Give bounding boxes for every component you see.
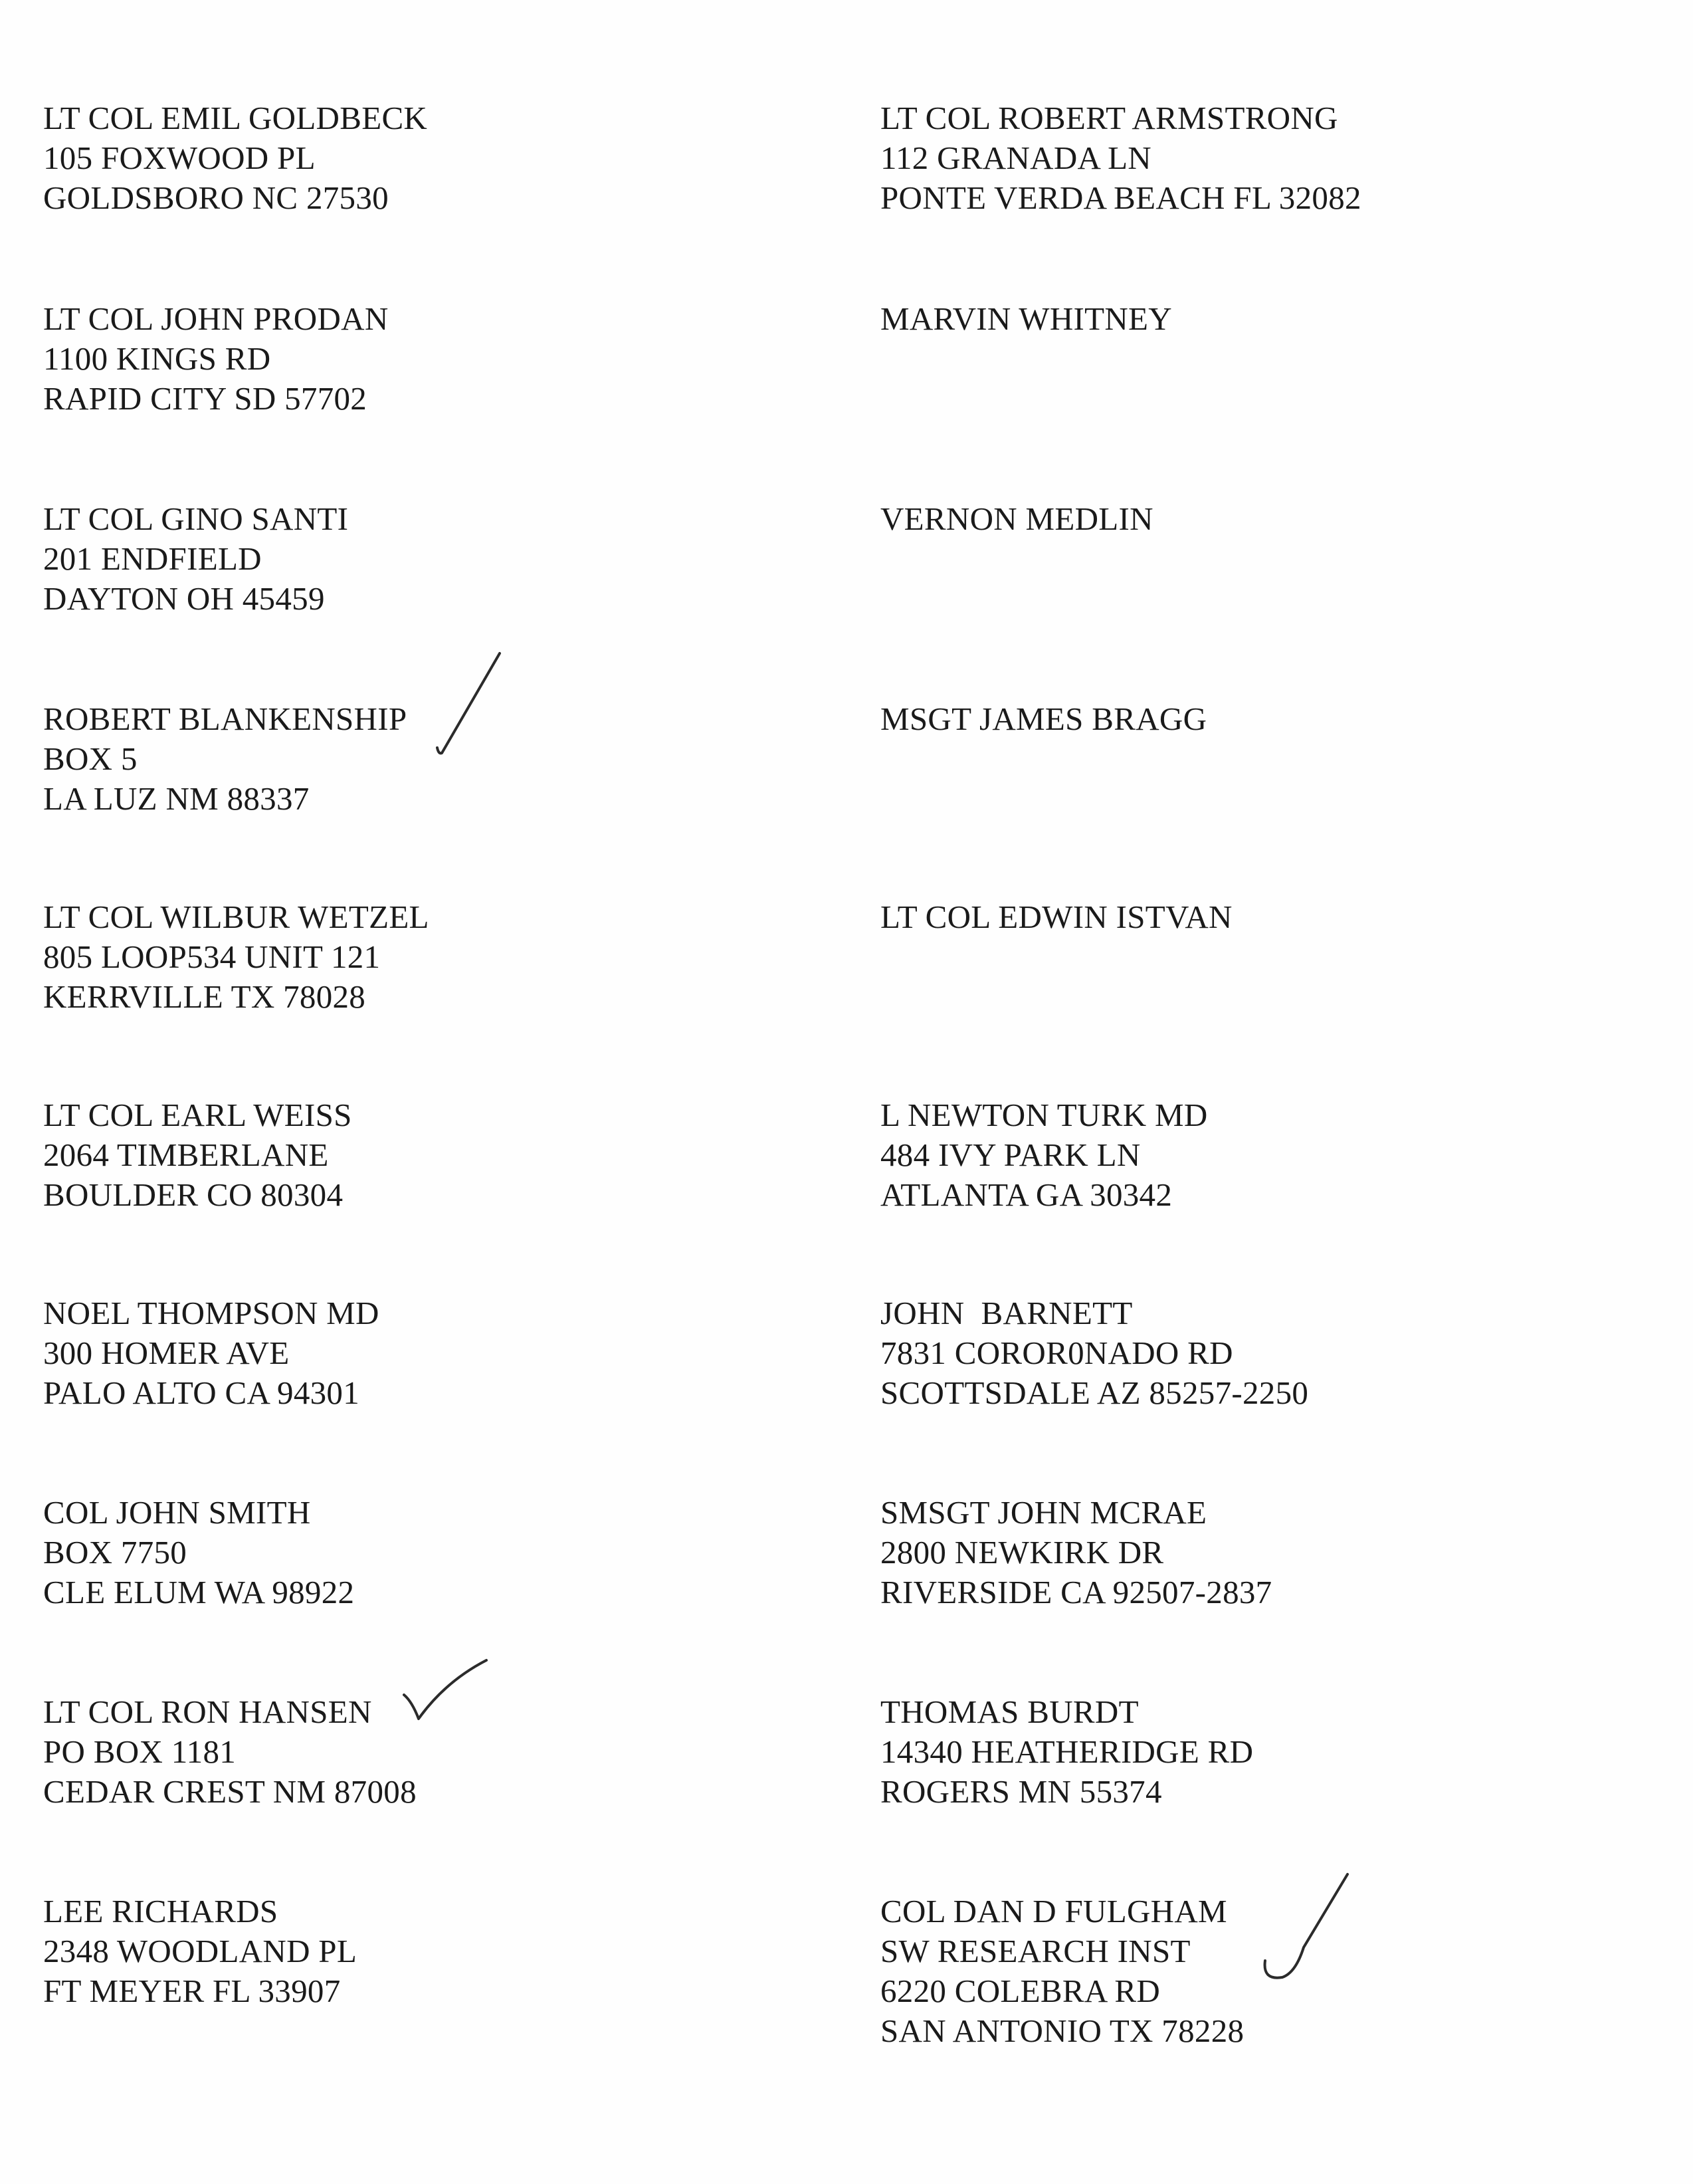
address-entry: [880, 1692, 1253, 1812]
checkmark-icon: [1256, 1868, 1355, 2001]
street-address: PO BOX 1181: [43, 1733, 237, 1770]
city-state-zip: CEDAR CREST NM 87008: [43, 1773, 417, 1810]
city-state-zip: DAYTON OH 45459: [43, 580, 325, 617]
city-state-zip: SAN ANTONIO TX 78228: [880, 2013, 1245, 2049]
city-state-zip: ATLANTA GA 30342: [880, 1176, 1173, 1213]
addressee-name: THOMAS BURDT: [880, 1693, 1139, 1730]
addressee-name: LT COL EMIL GOLDBECK: [43, 100, 428, 136]
addressee-name: MSGT JAMES BRAGG: [880, 701, 1207, 737]
addressee-name: LT COL EDWIN ISTVAN: [880, 899, 1233, 935]
address-entry: [880, 1095, 1208, 1215]
addressee-name: LT COL GINO SANTI: [43, 500, 349, 537]
city-state-zip: SCOTTSDALE AZ 85257-2250: [880, 1374, 1309, 1411]
street-address: 6220 COLEBRA RD: [880, 1973, 1161, 2009]
street-address: 112 GRANADA LN: [880, 140, 1151, 176]
city-state-zip: LA LUZ NM 88337: [43, 780, 310, 817]
address-entry: [43, 299, 389, 419]
street-address: 201 ENDFIELD: [43, 540, 262, 577]
addressee-name: MARVIN WHITNEY: [880, 300, 1172, 337]
street-address: 7831 COROR0NADO RD: [880, 1335, 1233, 1371]
addressee-name: L NEWTON TURK MD: [880, 1097, 1208, 1133]
addressee-name: LT COL RON HANSEN: [43, 1693, 372, 1730]
address-entry: [880, 299, 1172, 339]
street-address: 14340 HEATHERIDGE RD: [880, 1733, 1254, 1770]
address-entry: [43, 1293, 379, 1413]
street-address: 2348 WOODLAND PL: [43, 1933, 357, 1969]
address-entry: [43, 1095, 352, 1215]
street-address: 300 HOMER AVE: [43, 1335, 290, 1371]
street-address: BOX 5: [43, 740, 138, 777]
address-entry: [880, 1293, 1308, 1413]
street-address: 105 FOXWOOD PL: [43, 140, 316, 176]
city-state-zip: GOLDSBORO NC 27530: [43, 179, 389, 216]
address-entry: [880, 1493, 1272, 1612]
address-entry: [43, 98, 427, 218]
addressee-name: LT COL WILBUR WETZEL: [43, 899, 429, 935]
organization-line: SW RESEARCH INST: [880, 1933, 1191, 1969]
addressee-name: LT COL EARL WEISS: [43, 1097, 352, 1133]
street-address: 2064 TIMBERLANE: [43, 1137, 329, 1173]
city-state-zip: BOULDER CO 80304: [43, 1176, 344, 1213]
city-state-zip: RIVERSIDE CA 92507-2837: [880, 1574, 1272, 1610]
street-address: 805 LOOP534 UNIT 121: [43, 938, 381, 975]
addressee-name: SMSGT JOHN MCRAE: [880, 1494, 1207, 1531]
street-address: BOX 7750: [43, 1534, 187, 1571]
addressee-name: LT COL JOHN PRODAN: [43, 300, 389, 337]
address-entry: [880, 499, 1153, 539]
address-entry: [43, 897, 429, 1017]
addressee-name: COL JOHN SMITH: [43, 1494, 311, 1531]
street-address: 484 IVY PARK LN: [880, 1137, 1141, 1173]
addressee-name: LT COL ROBERT ARMSTRONG: [880, 100, 1338, 136]
address-entry: [43, 1892, 357, 2011]
city-state-zip: PALO ALTO CA 94301: [43, 1374, 360, 1411]
city-state-zip: KERRVILLE TX 78028: [43, 978, 366, 1015]
street-address: 2800 NEWKIRK DR: [880, 1534, 1164, 1571]
address-entry: [43, 699, 407, 819]
address-entry: [880, 897, 1233, 937]
city-state-zip: RAPID CITY SD 57702: [43, 380, 367, 417]
addressee-name: JOHN BARNETT: [880, 1295, 1133, 1331]
address-entry: [880, 98, 1361, 218]
address-entry: [43, 1692, 417, 1812]
city-state-zip: CLE ELUM WA 98922: [43, 1574, 355, 1610]
address-entry: [880, 1892, 1244, 2051]
address-entry: [43, 499, 348, 619]
addressee-name: ROBERT BLANKENSHIP: [43, 701, 407, 737]
city-state-zip: PONTE VERDA BEACH FL 32082: [880, 179, 1361, 216]
city-state-zip: FT MEYER FL 33907: [43, 1973, 341, 2009]
addressee-name: VERNON MEDLIN: [880, 500, 1153, 537]
street-address: 1100 KINGS RD: [43, 340, 271, 377]
address-entry: [43, 1493, 354, 1612]
address-entry: [880, 699, 1207, 739]
addressee-name: LEE RICHARDS: [43, 1893, 278, 1929]
city-state-zip: ROGERS MN 55374: [880, 1773, 1162, 1810]
addressee-name: NOEL THOMPSON MD: [43, 1295, 379, 1331]
checkmark-icon: [425, 648, 518, 768]
addressee-name: COL DAN D FULGHAM: [880, 1893, 1227, 1929]
